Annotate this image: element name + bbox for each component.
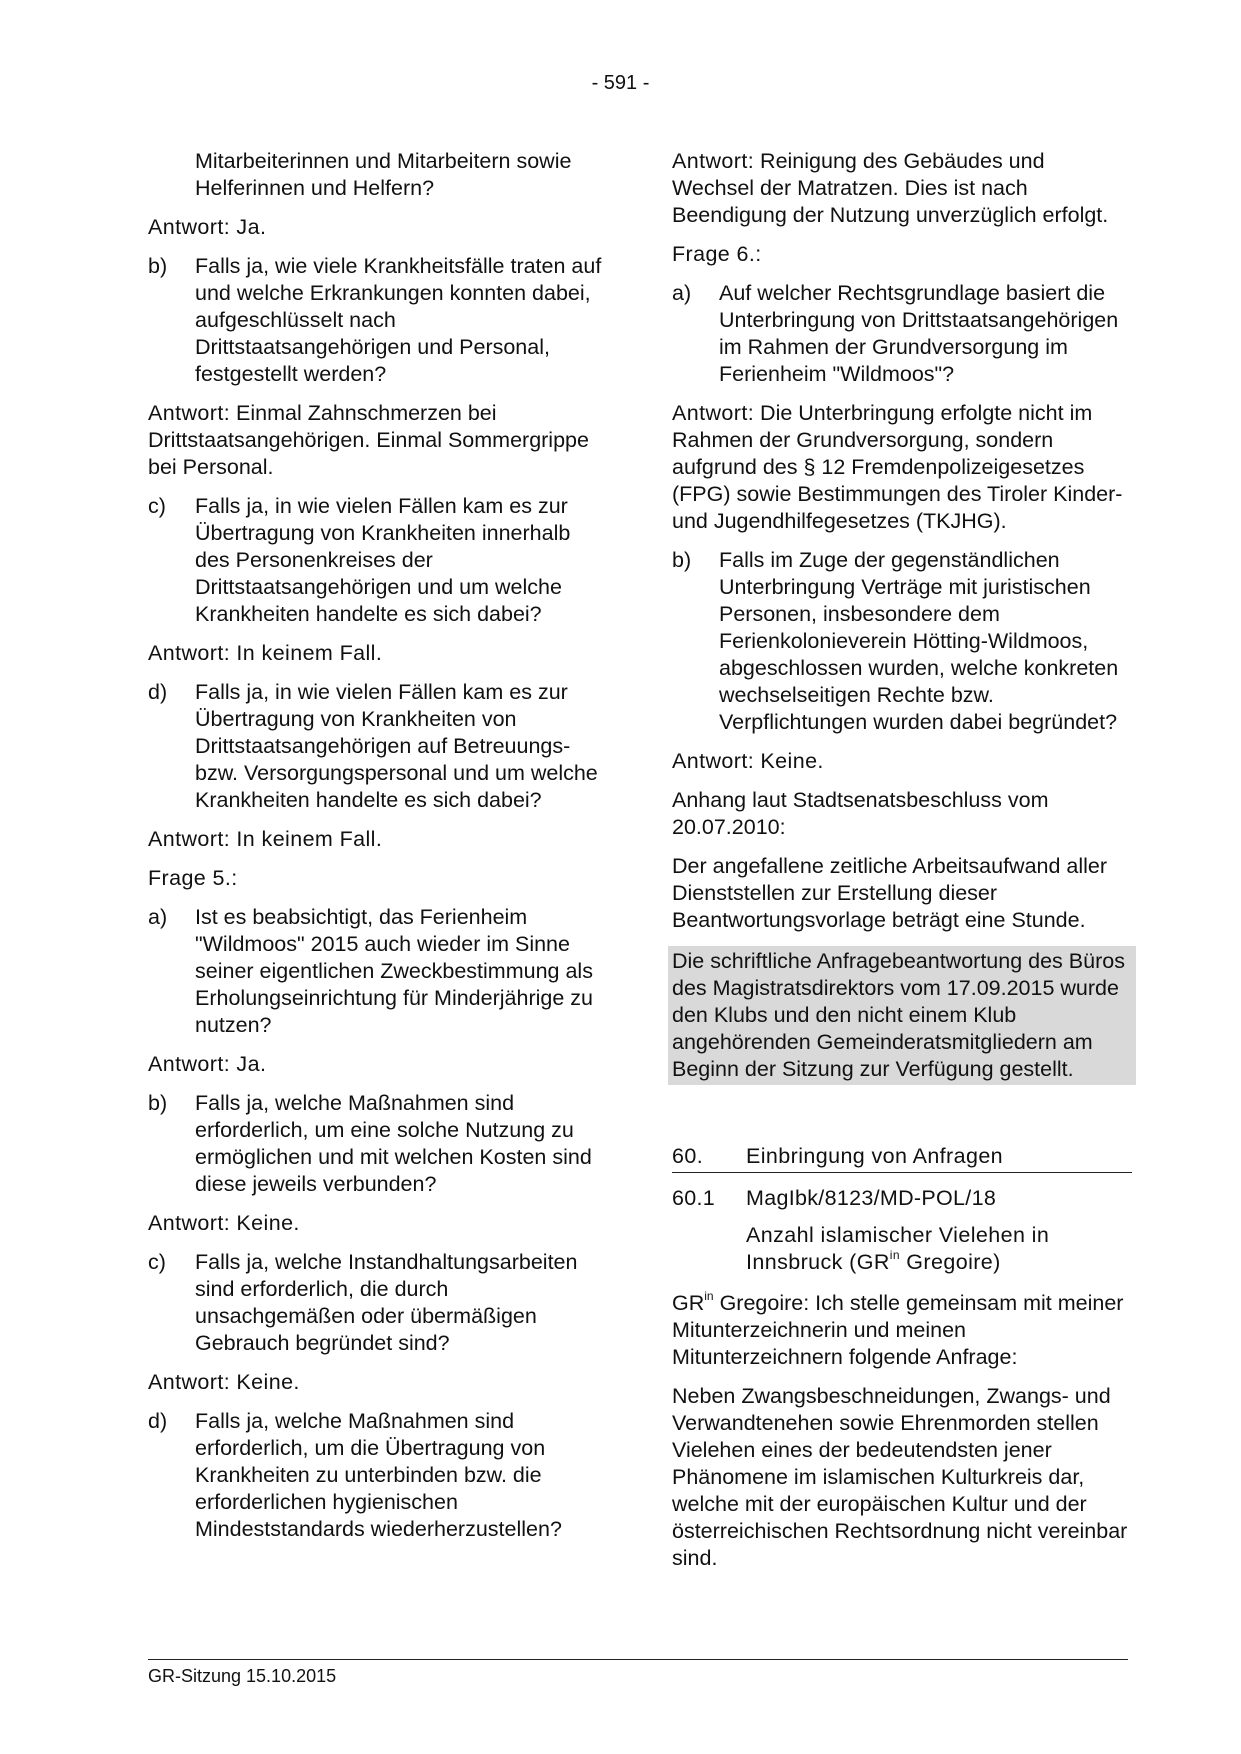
- item-label: d): [148, 680, 168, 704]
- answer-label: Antwort:: [672, 401, 755, 425]
- question-5d: [148, 1408, 608, 1543]
- question-5b: [148, 1090, 608, 1198]
- item-label: c): [148, 494, 166, 518]
- left-column: [148, 148, 608, 1555]
- answer-5b: Antwort: Keine.: [148, 1211, 300, 1235]
- item-label: c): [148, 1250, 166, 1274]
- item-label: a): [672, 281, 692, 305]
- item-label: a): [148, 905, 168, 929]
- subject-superscript: in: [889, 1247, 900, 1262]
- subsection-reference: MagIbk/8123/MD-POL/18: [746, 1186, 997, 1210]
- item-text: Ist es beabsichtigt, das Ferienheim "Wildmoos" 2015 auch wieder im Sinne seiner eigentlichen Zweckbestimmung als Erholungseinrichtung für Minderjährige zu nutzen?: [195, 905, 593, 1037]
- item-label: d): [148, 1409, 168, 1433]
- item-label: b): [148, 254, 168, 278]
- question-5c: [148, 1249, 608, 1357]
- answer-6a: [672, 400, 1132, 535]
- gr-prefix: GR: [672, 1291, 705, 1315]
- subject-text-end: Gregoire): [899, 1250, 1001, 1274]
- answer-text: Die Unterbringung erfolgte nicht im Rahmen der Grundversorgung, sondern aufgrund des § 12 Fremdenpolizeigesetzes (FPG) sowie Bestimmungen des Tiroler Kinder- und Jugendhilfegesetzes (TKJHG).: [672, 401, 1123, 533]
- right-column: [672, 148, 1132, 1584]
- page-number: - 591 -: [591, 72, 650, 94]
- question-4d: [148, 679, 608, 814]
- subsection-subject: [672, 1222, 1132, 1276]
- frage-5-heading: Frage 5.:: [148, 866, 238, 890]
- section-heading-60: [672, 1143, 1132, 1173]
- answer-6b: Antwort: Keine.: [672, 749, 824, 773]
- item-text: Auf welcher Rechtsgrundlage basiert die Unterbringung von Drittstaatsangehörigen im Rahmen der Grundversorgung im Ferienheim "Wildmoos"?: [719, 281, 1119, 386]
- question-continuation: Mitarbeiterinnen und Mitarbeitern sowie Helferinnen und Helfern?: [195, 149, 572, 200]
- item-text: Falls im Zuge der gegenständlichen Unterbringung Verträge mit juristischen Personen, insbesondere dem Ferienkolonieverein Hötting-Wildmoos, abgeschlossen wurden, welche konkreten wechselseitigen Rechte bzw. Verpflichtungen wurden dabei begründet?: [719, 548, 1119, 734]
- answer-label: Antwort:: [672, 149, 755, 173]
- question-6a: [672, 280, 1132, 388]
- answer-label: Antwort:: [148, 401, 231, 425]
- answer-text: Reinigung des Gebäudes und Wechsel der Matratzen. Dies ist nach Beendigung der Nutzung unverzüglich erfolgt.: [672, 149, 1109, 227]
- item-text: Falls ja, welche Maßnahmen sind erforderlich, um die Übertragung von Krankheiten zu unterbinden bzw. die erforderlichen hygienischen Mindeststandards wiederherzustellen?: [195, 1409, 562, 1541]
- item-text: Falls ja, wie viele Krankheitsfälle traten auf und welche Erkrankungen konnten dabei, aufgeschlüsselt nach Drittstaatsangehörigen und Personal, festgestellt werden?: [195, 254, 602, 386]
- answer-5c: Antwort: Keine.: [148, 1370, 300, 1394]
- shaded-notice: Die schriftliche Anfragebeantwortung des Büros des Magistratsdirektors vom 17.09.2015 wurde den Klubs und den nicht einem Klub angehörenden Gemeinderatsmitgliedern am Beginn der Sitzung zur Verfügung gestellt.: [668, 946, 1136, 1085]
- item-text: Falls ja, welche Maßnahmen sind erforderlich, um eine solche Nutzung zu ermöglichen und mit welchen Kosten sind diese jeweils verbunden?: [195, 1091, 592, 1196]
- item-label: b): [672, 548, 692, 572]
- answer-4c: Antwort: In keinem Fall.: [148, 641, 383, 665]
- footer-divider: [148, 1659, 1128, 1660]
- frage-6-heading: Frage 6.:: [672, 242, 762, 266]
- anhang-note: Anhang laut Stadtsenatsbeschluss vom 20.07.2010:: [672, 788, 1049, 839]
- answer-5d: [672, 148, 1132, 229]
- item-text: Falls ja, welche Instandhaltungsarbeiten sind erforderlich, die durch unsachgemäßen oder übermäßigen Gebrauch begründet sind?: [195, 1250, 578, 1355]
- answer-4d: Antwort: In keinem Fall.: [148, 827, 383, 851]
- answer-5a: Antwort: Ja.: [148, 1052, 267, 1076]
- question-4b: [148, 253, 608, 388]
- item-label: b): [148, 1091, 168, 1115]
- question-6b: [672, 547, 1132, 736]
- question-5a: [148, 904, 608, 1039]
- answer-text: Einmal Zahnschmerzen bei Drittstaatsangehörigen. Einmal Sommergrippe bei Personal.: [148, 401, 589, 479]
- item-text: Falls ja, in wie vielen Fällen kam es zur Übertragung von Krankheiten innerhalb des Personenkreises der Drittstaatsangehörigen und um welche Krankheiten handelte es sich dabei?: [195, 494, 571, 626]
- subsection-number: 60.1: [672, 1186, 716, 1210]
- section-number: 60.: [672, 1144, 704, 1168]
- subsection-60-1: [672, 1185, 1132, 1212]
- answer-4b: [148, 400, 608, 481]
- inquiry-paragraph: Neben Zwangsbeschneidungen, Zwangs- und Verwandtenehen sowie Ehrenmorden stellen Vielehen eines der bedeutendsten jener Phänomene im islamischen Kulturkreis dar, welche mit der europäischen Kultur und der österreichischen Rechtsordnung nicht vereinbar sind.: [672, 1384, 1128, 1570]
- item-text: Falls ja, in wie vielen Fällen kam es zur Übertragung von Krankheiten von Drittstaatsangehörigen auf Betreuungs- bzw. Versorgungspersonal und um welche Krankheiten handelte es sich dabei?: [195, 680, 598, 812]
- gr-text: Gregoire: Ich stelle gemeinsam mit meiner Mitunterzeichnerin und meinen Mitunterzeichnern folgende Anfrage:: [672, 1291, 1124, 1369]
- section-title: Einbringung von Anfragen: [746, 1144, 1004, 1168]
- subject-text: Anzahl islamischer Vielehen in Innsbruck (GR: [746, 1223, 1050, 1274]
- footer-session: GR-Sitzung 15.10.2015: [148, 1666, 337, 1686]
- workload-note: Der angefallene zeitliche Arbeitsaufwand aller Dienststellen zur Erstellung dieser Beantwortungsvorlage beträgt eine Stunde.: [672, 854, 1108, 932]
- question-4c: [148, 493, 608, 628]
- gr-superscript: in: [704, 1288, 714, 1303]
- answer-4a: Antwort: Ja.: [148, 215, 267, 239]
- gr-statement: [672, 1290, 1132, 1371]
